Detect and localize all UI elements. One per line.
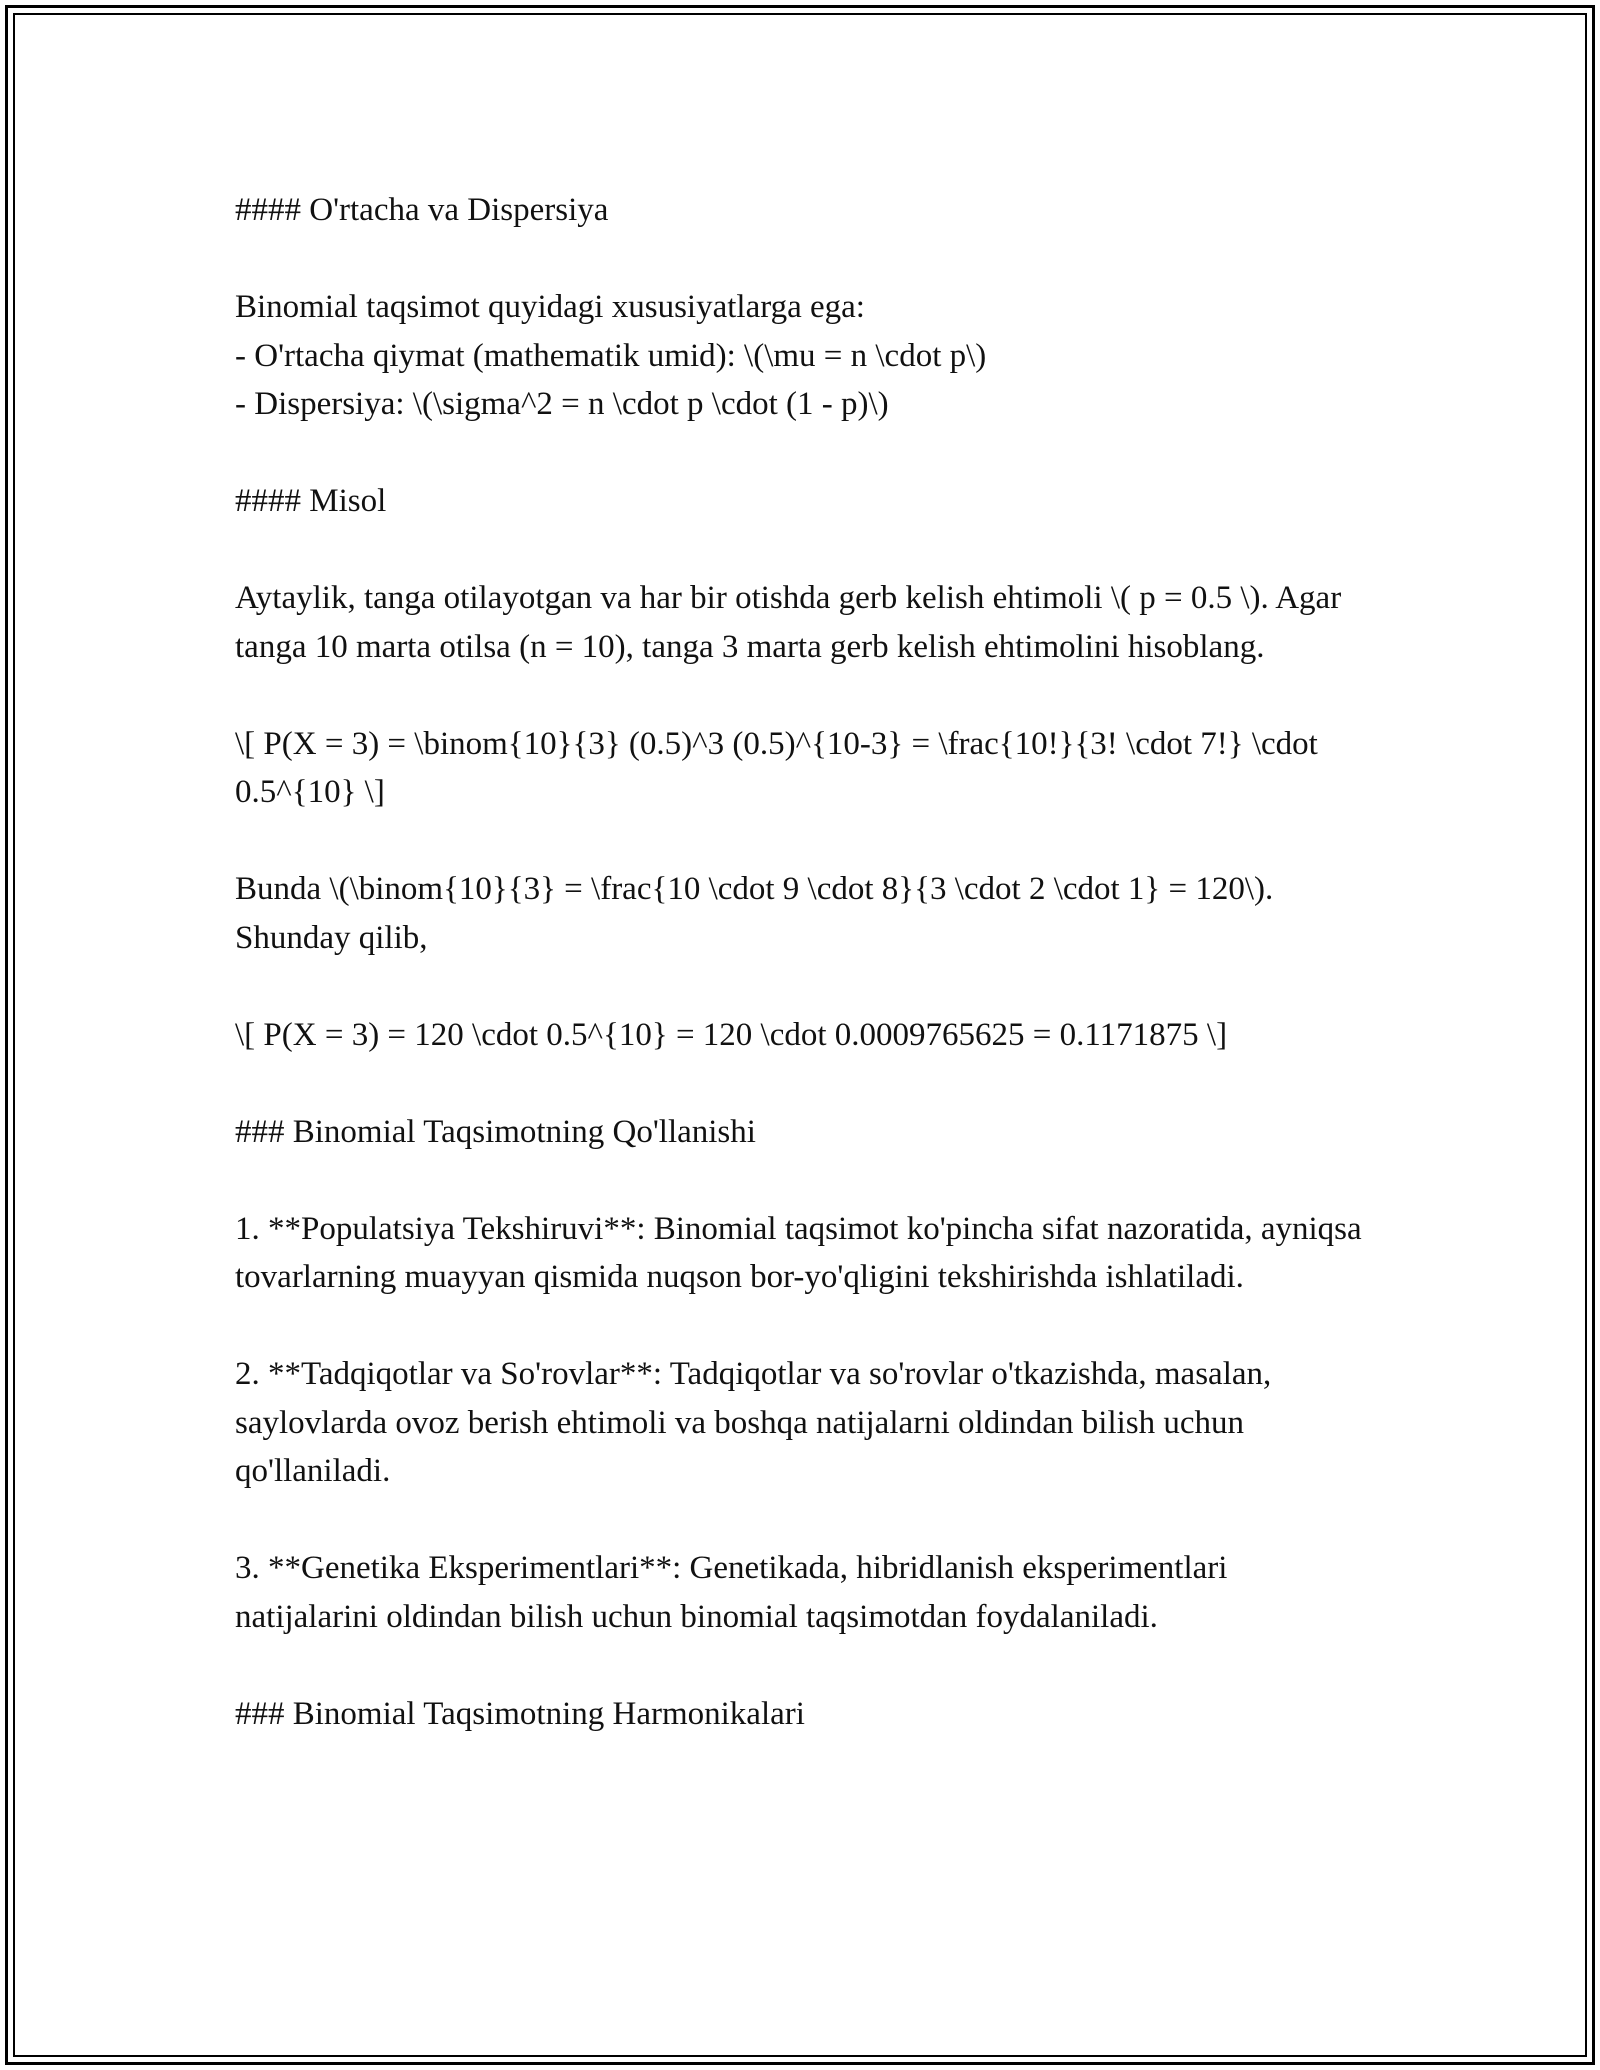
intro-text: Binomial taqsimot quyidagi xususiyatlarga ega: <box>235 289 865 325</box>
heading-applications: ### Binomial Taqsimotning Qo'llanishi <box>235 1113 756 1150</box>
formula-binomial: \[ P(X = 3) = \binom{10}{3} (0.5)^3 (0.5)^{10-3} = \frac{10!}{3! \cdot 7!} \cdot 0.5^{10} \] <box>235 725 1318 810</box>
heading-example: #### Misol <box>235 483 387 519</box>
heading-harmonics: ### Binomial Taqsimotning Harmonikalari <box>235 1695 805 1732</box>
application-item-3: 3. **Genetika Eksperimentlari**: Genetikada, hibridlanish eksperimentlari natijalarini oldindan bilish uchun binomial taqsimotdan foydalaniladi. <box>235 1550 1228 1635</box>
binom-coefficient-text: Bunda \(\binom{10}{3} = \frac{10 \cdot 9 \cdot 8}{3 \cdot 2 \cdot 1} = 120\). Shunday qilib, <box>235 871 1274 956</box>
mean-item: - O'rtacha qiymat (mathematik umid): \(\mu = n \cdot p\) <box>235 337 987 374</box>
properties-block <box>235 283 1365 429</box>
formula-result: \[ P(X = 3) = 120 \cdot 0.5^{10} = 120 \cdot 0.0009765625 = 0.1171875 \] <box>235 1016 1228 1053</box>
example-text: Aytaylik, tanga otilayotgan va har bir otishda gerb kelish ehtimoli \( p = 0.5 \). Agar tanga 10 marta otilsa (n = 10), tanga 3 marta gerb kelish ehtimolini hisoblang. <box>235 580 1342 665</box>
application-item-1: 1. **Populatsiya Tekshiruvi**: Binomial taqsimot ko'pincha sifat nazoratida, ayniqsa tovarlarning muayyan qismida nuqson bor-yo'qligini tekshirishda ishlatiladi. <box>235 1210 1362 1295</box>
heading-mean-variance: #### O'rtacha va Dispersiya <box>235 192 609 228</box>
document-body <box>235 186 1365 1787</box>
application-item-2: 2. **Tadqiqotlar va So'rovlar**: Tadqiqotlar va so'rovlar o'tkazishda, masalan, saylovlarda ovoz berish ehtimoli va boshqa natijalarni oldindan bilish uchun qo'llaniladi. <box>235 1356 1272 1489</box>
variance-item: - Dispersiya: \(\sigma^2 = n \cdot p \cdot (1 - p)\) <box>235 386 889 422</box>
